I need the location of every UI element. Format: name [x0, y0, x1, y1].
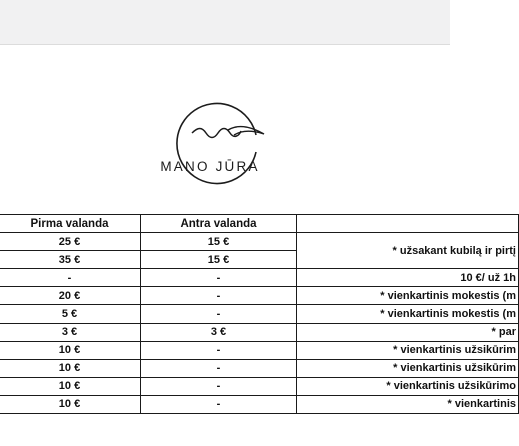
- table-row: [0, 305, 519, 323]
- cell-first-hour: 25 €: [0, 233, 141, 251]
- cell-note: * vienkartinis užsikūrim: [297, 359, 519, 377]
- table-row: [0, 323, 519, 341]
- cell-second-hour: -: [141, 287, 297, 305]
- price-table: [0, 214, 519, 414]
- cell-second-hour: -: [141, 359, 297, 377]
- header-first-hour: Pirma valanda: [0, 215, 141, 233]
- header-notes: [297, 215, 519, 233]
- cell-first-hour: 20 €: [0, 287, 141, 305]
- cell-note: * vienkartinis užsikūrim: [297, 341, 519, 359]
- cell-first-hour: 10 €: [0, 359, 141, 377]
- cell-second-hour: -: [141, 395, 297, 413]
- cell-first-hour: 10 €: [0, 341, 141, 359]
- cell-first-hour: 3 €: [0, 323, 141, 341]
- cell-note: * vienkartinis mokestis (m: [297, 287, 519, 305]
- browser-top-bar: [0, 0, 450, 45]
- cell-second-hour: -: [141, 269, 297, 287]
- table-row: [0, 341, 519, 359]
- cell-note: 10 €/ už 1h: [297, 269, 519, 287]
- table-row: [0, 377, 519, 395]
- cell-note: * vienkartinis mokestis (m: [297, 305, 519, 323]
- cell-second-hour: 15 €: [141, 233, 297, 251]
- cell-second-hour: -: [141, 305, 297, 323]
- table-header-row: [0, 215, 519, 233]
- cell-second-hour: 3 €: [141, 323, 297, 341]
- cell-first-hour: 5 €: [0, 305, 141, 323]
- table-row: [0, 359, 519, 377]
- header-second-hour: Antra valanda: [141, 215, 297, 233]
- cell-second-hour: -: [141, 377, 297, 395]
- table-row: [0, 395, 519, 413]
- cell-note-merged: * užsakant kubilą ir pirtį: [297, 233, 519, 269]
- circle-wave-logo-icon: [168, 92, 268, 192]
- cell-second-hour: -: [141, 341, 297, 359]
- table-row: [0, 287, 519, 305]
- cell-first-hour: 35 €: [0, 251, 141, 269]
- cell-first-hour: 10 €: [0, 377, 141, 395]
- cell-first-hour: 10 €: [0, 395, 141, 413]
- cell-first-hour: -: [0, 269, 141, 287]
- cell-note: * vienkartinis: [297, 395, 519, 413]
- brand-name: MANO JŪRA: [160, 159, 260, 174]
- table-row: [0, 233, 519, 251]
- cell-second-hour: 15 €: [141, 251, 297, 269]
- table-row: [0, 269, 519, 287]
- cell-note: * vienkartinis užsikūrimo: [297, 377, 519, 395]
- cell-note: * par: [297, 323, 519, 341]
